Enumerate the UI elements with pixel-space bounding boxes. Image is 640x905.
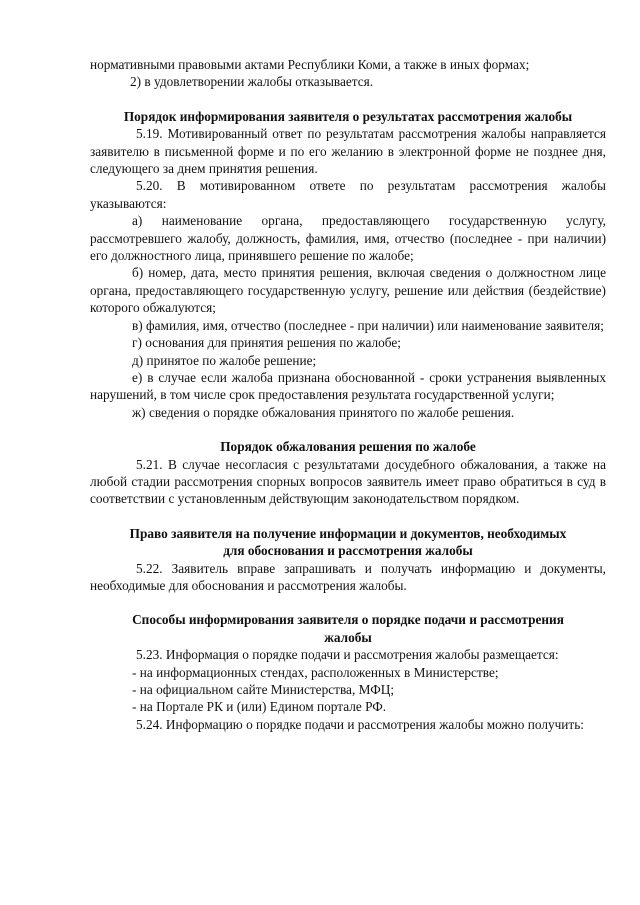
list-item-g: г) основания для принятия решения по жалобе; bbox=[132, 335, 401, 351]
intro-line-2: 2) в удовлетворении жалобы отказывается. bbox=[130, 74, 374, 90]
bullet-item-portal: - на Портале РК и (или) Едином портале РФ. bbox=[132, 699, 387, 715]
heading-line: жалобы bbox=[324, 629, 372, 645]
list-item-e: е) в случае если жалоба признана обоснованной - сроки устранения выявленных нарушений, в том числе срок предоставления результата государственной услуги; bbox=[90, 369, 606, 403]
list-item-zh: ж) сведения о порядке обжалования принятого по жалобе решения. bbox=[132, 404, 515, 420]
section-heading-informing-methods bbox=[90, 611, 606, 646]
bullet-item-website: - на официальном сайте Министерства, МФЦ; bbox=[132, 682, 395, 697]
paragraph-5-21: 5.21. В случае несогласия с результатами досудебного обжалования, а также на любой стадии рассмотрения спорных вопросов заявитель имеет право обратиться в суд в соответствии с установленным действующим законодательством порядком. bbox=[90, 456, 606, 507]
list-item-v: в) фамилия, имя, отчество (последнее - при наличии) или наименование заявителя; bbox=[132, 317, 604, 333]
bullet-item-stands: - на информационных стендах, расположенных в Министерстве; bbox=[132, 664, 499, 680]
paragraph-5-19: 5.19. Мотивированный ответ по результатам рассмотрения жалобы направляется заявителю в письменной форме и по его желанию в электронной форме не позднее дня, следующего за днем принятия решения. bbox=[90, 126, 606, 177]
heading-line: Право заявителя на получение информации и документов, необходимых bbox=[129, 525, 567, 541]
intro-line-1: нормативными правовыми актами Республики Коми, а также в иных формах; bbox=[90, 57, 530, 72]
section-heading-right-to-information bbox=[90, 525, 606, 560]
section-heading-appeal-decision: Порядок обжалования решения по жалобе bbox=[220, 439, 476, 455]
paragraph-5-22: 5.22. Заявитель вправе запрашивать и получать информацию и документы, необходимые для обоснования и рассмотрения жалобы. bbox=[90, 560, 606, 593]
list-item-a: а) наименование органа, предоставляющего государственную услугу, рассмотревшего жалобу, должность, фамилия, имя, отчество (последнее - при наличии) его должностного лица, принявшего решение по жалобе; bbox=[90, 213, 606, 264]
heading-line: для обоснования и рассмотрения жалобы bbox=[223, 543, 473, 559]
paragraph-5-23: 5.23. Информация о порядке подачи и рассмотрения жалобы размещается: bbox=[136, 647, 559, 663]
section-heading-informing-results: Порядок информирования заявителя о результатах рассмотрения жалобы bbox=[123, 108, 573, 124]
paragraph-5-24: 5.24. Информацию о порядке подачи и рассмотрения жалобы можно получить: bbox=[136, 716, 584, 732]
heading-line: Способы информирования заявителя о порядке подачи и рассмотрения bbox=[132, 612, 564, 628]
paragraph-5-20: 5.20. В мотивированном ответе по результатам рассмотрения жалобы указываются: bbox=[90, 178, 606, 211]
list-item-b: б) номер, дата, место принятия решения, включая сведения о должностном лице органа, предоставляющего государственную услугу, решение или действия (бездействие) которого обжалуются; bbox=[90, 265, 606, 316]
list-item-d: д) принятое по жалобе решение; bbox=[132, 352, 317, 368]
